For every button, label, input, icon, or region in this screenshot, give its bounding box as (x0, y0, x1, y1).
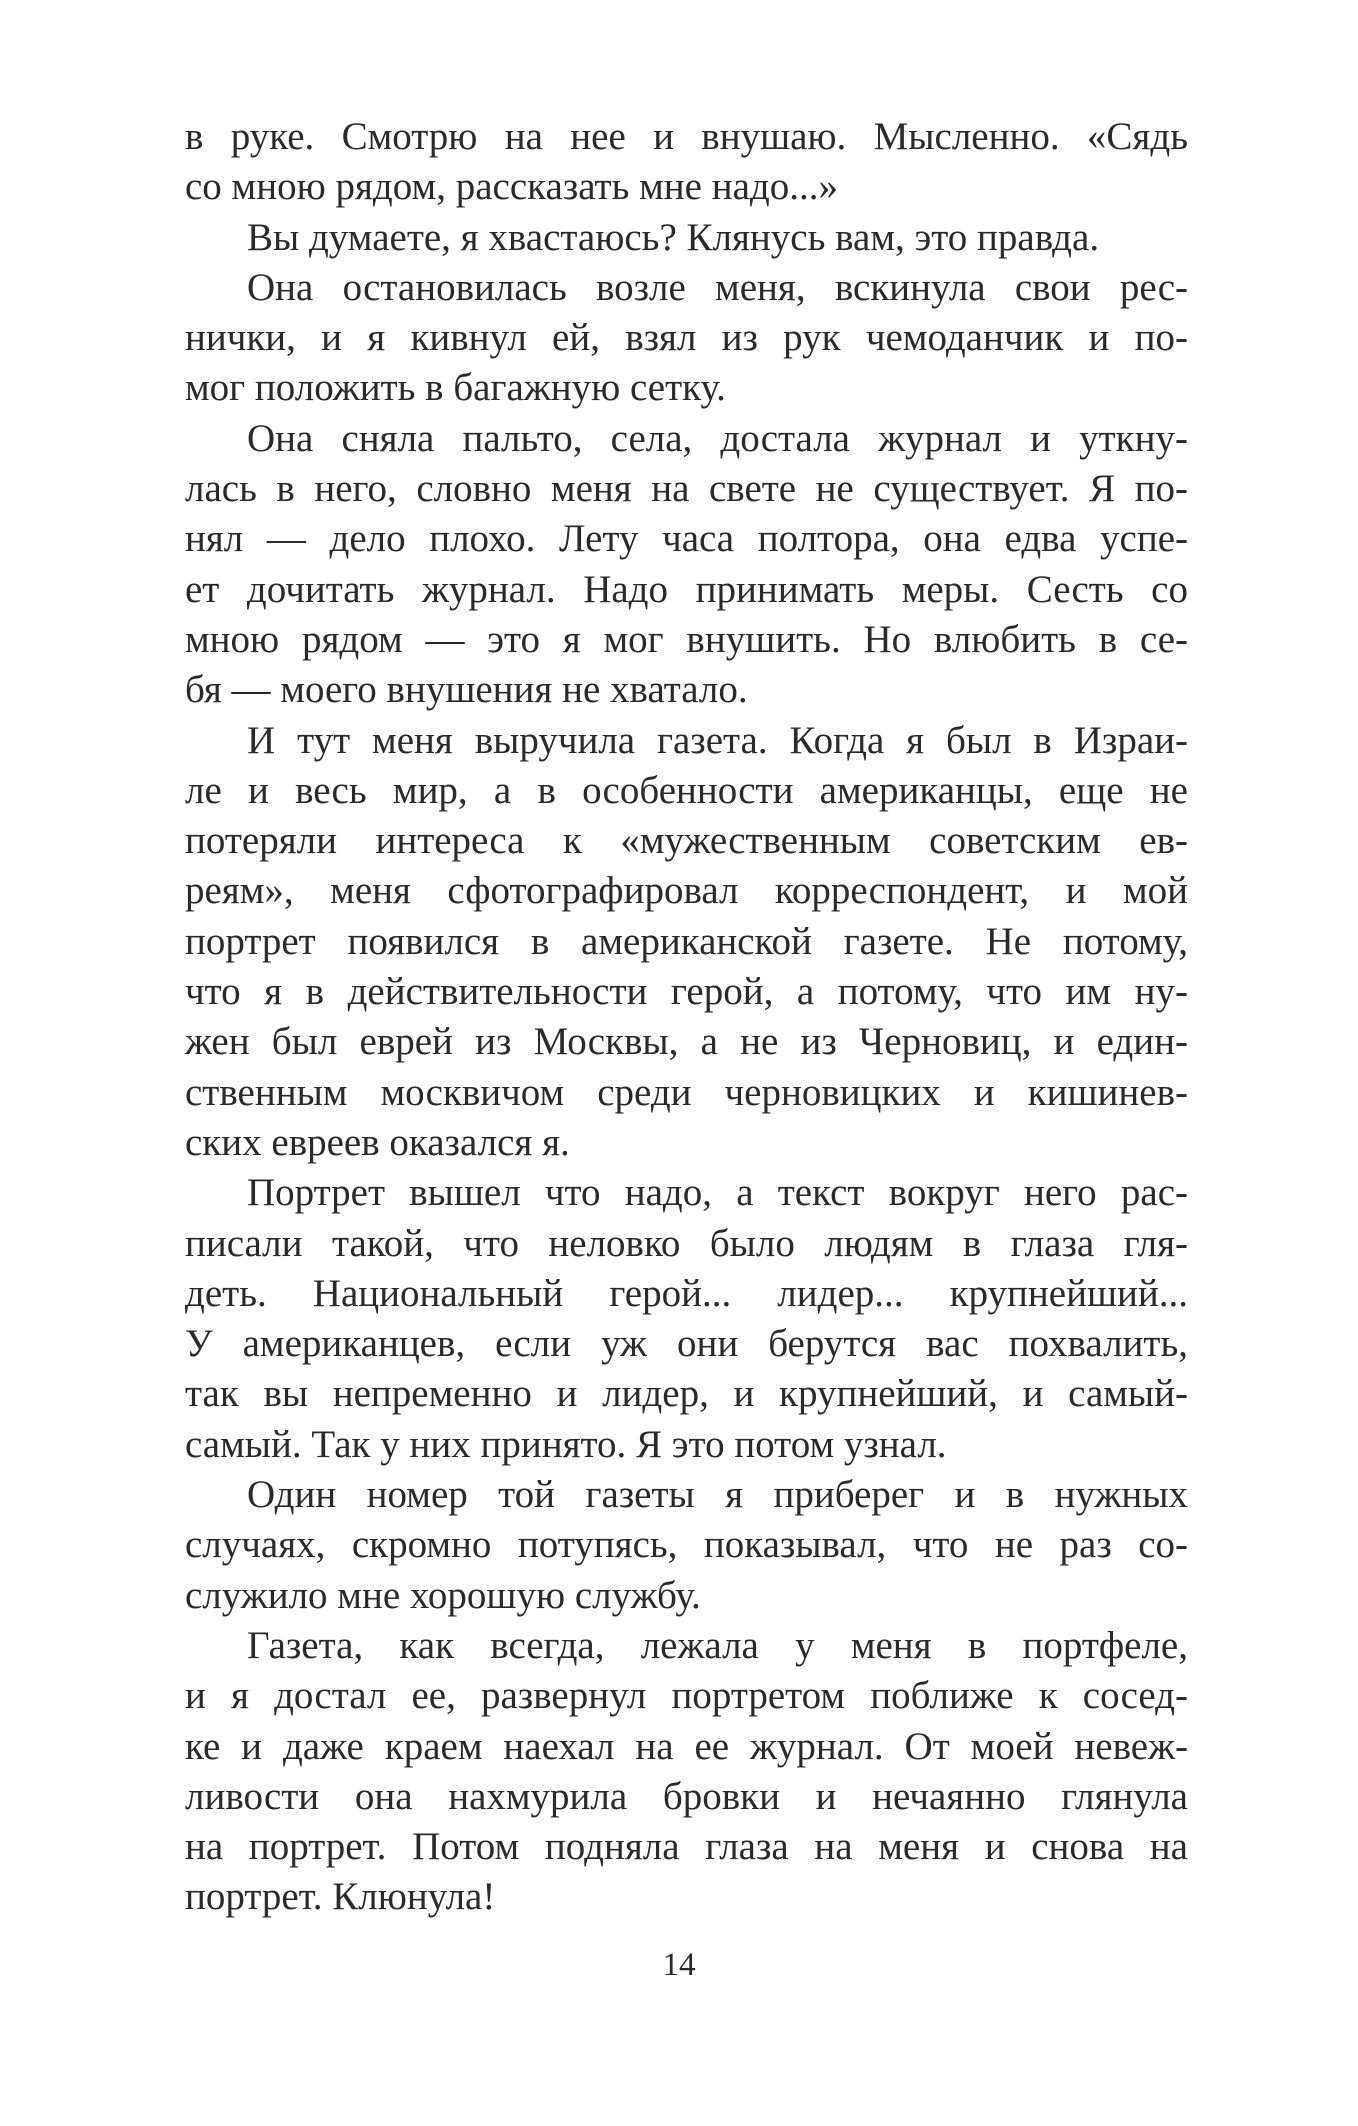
text-line: Она сняла пальто, села, достала журнал и уткну- (247, 416, 1188, 460)
text-line: что я в действительности герой, а потому, что им ну- (185, 970, 1188, 1014)
paragraph (185, 1621, 1188, 1923)
text-line: потеряли интереса к «мужественным советским ев- (185, 819, 1188, 863)
text-line: Портрет вышел что надо, а текст вокруг него рас- (247, 1171, 1188, 1215)
text-line: нял — дело плохо. Лету часа полтора, она едва успе- (185, 517, 1188, 561)
text-line: У американцев, если уж они берутся вас похвалить, (185, 1322, 1188, 1366)
paragraph (185, 1470, 1188, 1621)
text-line: ке и даже краем наехал на ее журнал. От моей невеж- (185, 1724, 1188, 1768)
paragraph (185, 112, 1188, 213)
text-line: со мною рядом, рассказать мне надо...» (185, 165, 838, 209)
text-line: деть. Национальный герой... лидер... крупнейший... (185, 1271, 1188, 1315)
paragraph (185, 213, 1188, 263)
paragraph (185, 414, 1188, 716)
page-number: 14 (662, 1947, 696, 1983)
text-line: Один номер той газеты я приберег и в нужных (247, 1473, 1188, 1517)
paragraph (185, 263, 1188, 414)
text-line: ских евреев оказался я. (185, 1120, 570, 1164)
text-line: на портрет. Потом подняла глаза на меня и снова на (185, 1825, 1188, 1869)
text-line: нички, и я кивнул ей, взял из рук чемоданчик и по- (185, 316, 1188, 360)
text-line: ет дочитать журнал. Надо принимать меры. Сесть со (185, 567, 1188, 611)
page-body (185, 112, 1188, 1923)
text-line: служило мне хорошую службу. (185, 1573, 701, 1617)
text-line: Вы думаете, я хвастаюсь? Клянусь вам, это правда. (247, 215, 1100, 259)
text-line: Она остановилась возле меня, вскинула свои рес- (247, 265, 1188, 309)
text-line: писали такой, что неловко было людям в глаза гля- (185, 1221, 1188, 1265)
text-line: мог положить в багажную сетку. (185, 366, 726, 410)
text-line: портрет. Клюнула! (185, 1875, 496, 1919)
text-line: в руке. Смотрю на нее и внушаю. Мысленно. «Сядь (185, 115, 1188, 158)
text-line: случаях, скромно потупясь, показывал, что не раз со- (185, 1523, 1188, 1567)
text-line: самый. Так у них принято. Я это потом узнал. (185, 1422, 947, 1466)
text-line: ственным москвичом среди черновицких и кишинев- (185, 1070, 1188, 1114)
text-line: мною рядом — это я мог внушить. Но влюбить в се- (185, 617, 1188, 661)
text-block (185, 112, 1188, 1923)
text-line: и я достал ее, развернул портретом поближе к сосед- (185, 1674, 1188, 1718)
text-line: портрет появился в американской газете. Не потому, (185, 919, 1188, 963)
text-line: жен был еврей из Москвы, а не из Черновиц, и един- (185, 1020, 1188, 1064)
text-line: реям», меня сфотографировал корреспондент, и мой (185, 869, 1188, 913)
text-line: ле и весь мир, а в особенности американцы, еще не (185, 768, 1188, 812)
text-line: ливости она нахмурила бровки и нечаянно глянула (185, 1774, 1188, 1818)
paragraph (185, 1168, 1188, 1470)
text-line: Газета, как всегда, лежала у меня в портфеле, (247, 1623, 1188, 1667)
paragraph (185, 716, 1188, 1169)
text-line: лась в него, словно меня на свете не существует. Я по- (185, 467, 1188, 511)
text-line: бя — моего внушения не хватало. (185, 668, 748, 712)
text-line: И тут меня выручила газета. Когда я был в Израи- (247, 718, 1188, 762)
text-line: так вы непременно и лидер, и крупнейший, и самый- (185, 1372, 1188, 1416)
